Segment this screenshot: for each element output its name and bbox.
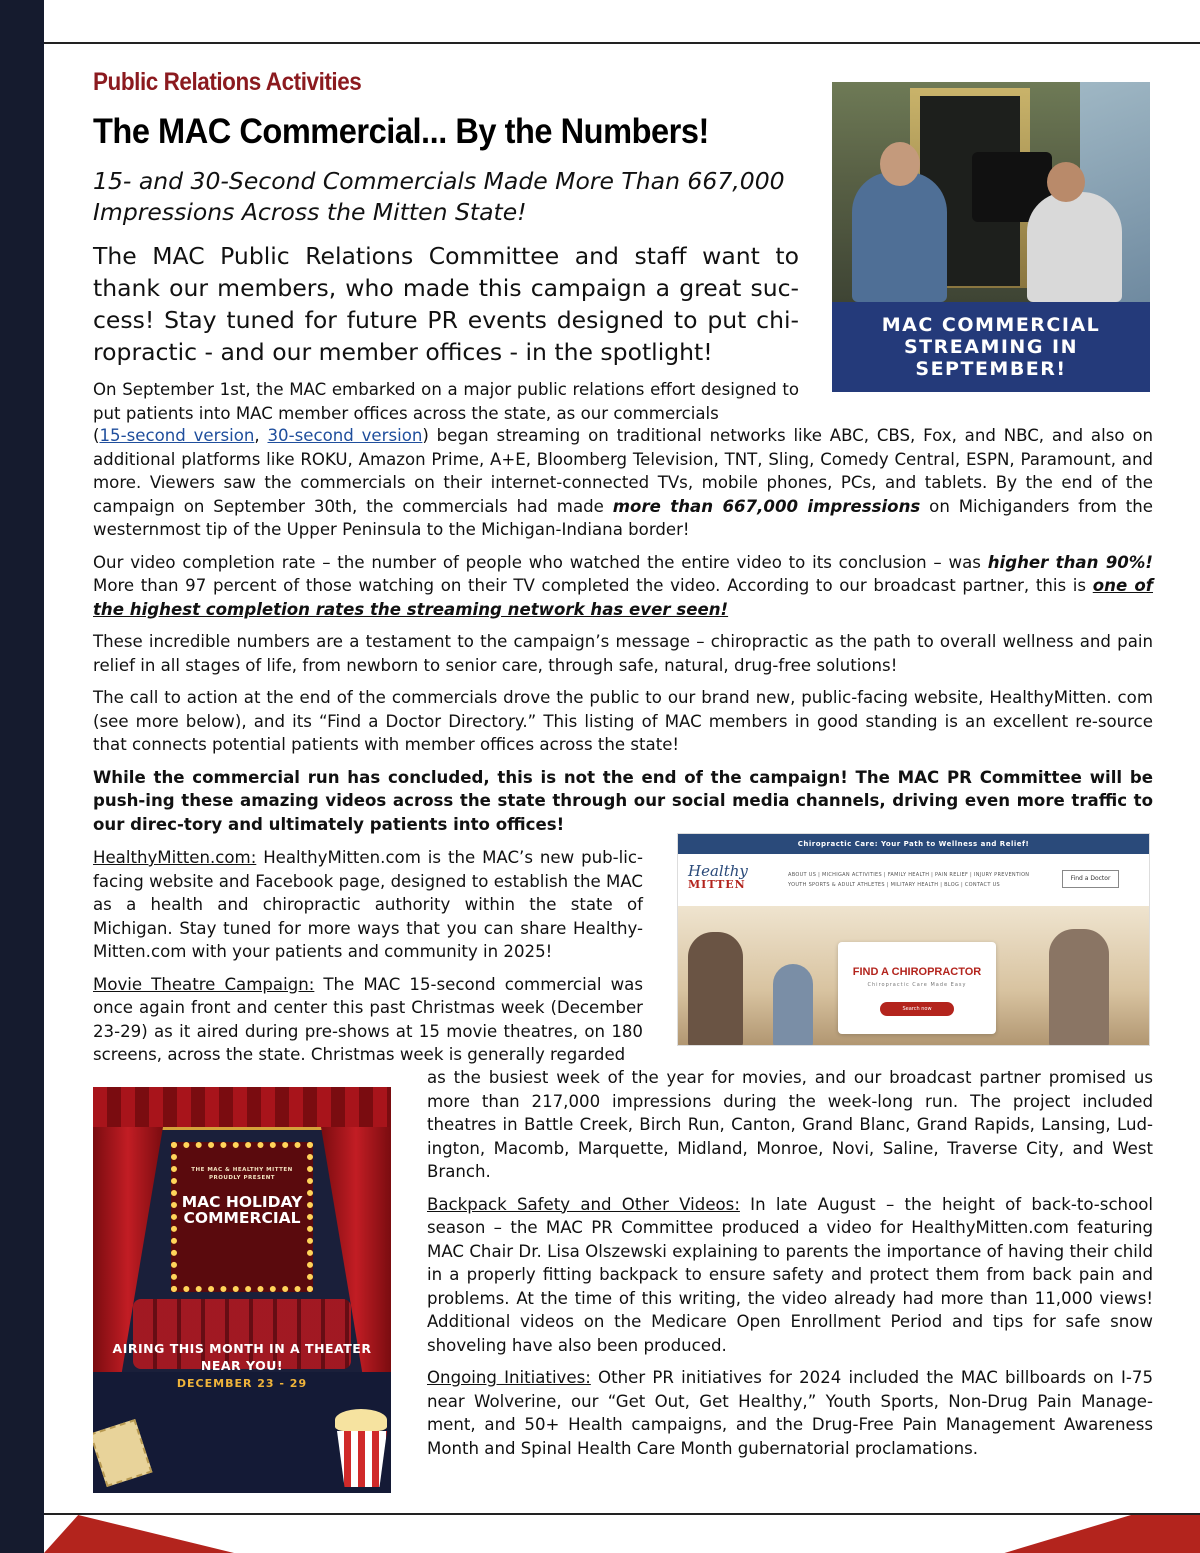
paragraph-completion-rate: Our video completion rate – the number of people who watched the entire video to its conclusion – was higher than 90%! More than 97 percent of those watching on their TV completed the video. According to our broadcast partner, this is one of the highest completion rates the streaming network has ever seen! xyxy=(93,552,1153,619)
commercial-shoot-photo xyxy=(832,82,1150,392)
paragraph-intro: (15-second version, 30-second version) began streaming on traditional networks like ABC, CBS, Fox, and NBC, and also on additional platforms like ROKU, Amazon Prime, A+E, Bloomberg Television, TNT, Sling, Comedy Central, ESPN, Paramount, and more. Viewers saw the commercials on their internet-connected TVs, mobile phones, PCs, and tablets. By the end of the campaign on September 30th, the commercials had made more than 667,000 impressions on Michiganders from the westernmost tip of the Upper Peninsula to the Michigan-Indiana border! xyxy=(93,426,1153,539)
paragraph-campaign-continues: While the commercial run has concluded, this is not the end of the campaign! The MAC PR Committee will be push-ing these amazing videos across the state through our social media channels, driving even more traffic to our direc-tory and ultimately patients into offices! xyxy=(93,767,1153,834)
page-title: The MAC Commercial... By the Numbers! xyxy=(93,112,709,151)
poster-marquee: THE MAC & HEALTHY MITTEN PROUDLY PRESENT MAC HOLIDAY COMMERCIAL xyxy=(171,1142,313,1292)
paragraph-message: These incredible numbers are a testament to the campaign’s message – chiropractic as the path to overall wellness and pain relief in all stages of life, from newborn to senior care, through safe, natural, drug-free solutions! xyxy=(93,632,1153,675)
healthymitten-logo: Healthy MITTEN xyxy=(688,862,748,891)
commercial-banner: MAC COMMERCIAL STREAMING IN SEPTEMBER! xyxy=(832,302,1150,392)
healthymitten-website-screenshot: Chiropractic Care: Your Path to Wellness and Relief! Healthy MITTEN ABOUT US | MICHIGAN ACTIVITIES | FAMILY HEALTH | PAIN RELIEF | INJURY PREVENTION YOUTH SPORTS & ADULT ATHLETES | MILITARY HEALTH | BLOG | CONTACT US Find a Doctor FIND A CHIROPRACTOR Chiropractic Care Made Easy Search now xyxy=(677,833,1150,1046)
link-30-second-version[interactable]: 30-second version xyxy=(267,426,423,445)
lower-left-column xyxy=(93,846,643,1067)
page-sidebar xyxy=(0,0,44,1553)
paragraph-call-to-action: The call to action at the end of the commercials drove the public to our brand new, public-facing website, HealthyMitten. com (see more below), and its “Find a Doctor Directory.” This listing of MAC members in good standing is an excellent re-source that connects potential patients with member offices across the state! xyxy=(93,688,1153,754)
body-column xyxy=(93,424,1153,845)
link-15-second-version[interactable]: 15-second version xyxy=(99,426,255,445)
paragraph-movie-theatre-cont: as the busiest week of the year for movies, and our broadcast partner promised us more than 217,000 impressions during the week-long run. The project included theatres in Battle Creek, Birch Run, Canton, Grand Blanc, Grand Rapids, Lansing, Lud-ington, Macomb, Marquette, Midland, Monroe, Novi, Saline, Traverse City, and West Branch. xyxy=(427,1068,1153,1181)
paragraph-ongoing: Ongoing Initiatives: Other PR initiatives for 2024 included the MAC billboards on I-75 near Wolverine, our “Get Out, Get Healthy,” Youth Sports, Non-Drug Pain Manage-ment, and 50+ Health campaigns, and the Drug-Free Pain Management Awareness Month and Spinal Health Care Month gubernatorial proclamations. xyxy=(427,1368,1153,1458)
paragraph-healthymitten: HealthyMitten.com: HealthyMitten.com is the MAC’s new pub-lic-facing website and Facebook page, designed to establish the MAC as a health and chiropractic authority within the state of Michigan. Stay tuned for more ways that you can share Healthy-Mitten.com with your patients and community in 2025! xyxy=(93,848,643,961)
holiday-commercial-poster: THE MAC & HEALTHY MITTEN PROUDLY PRESENT MAC HOLIDAY COMMERCIAL AIRING THIS MONTH IN A THEATER NEAR YOU! DECEMBER 23 - 29 xyxy=(93,1087,391,1493)
paragraph-movie-theatre: Movie Theatre Campaign: The MAC 15-second commercial was once again front and center this past Christmas week (December 23-29) as it aired during pre-shows at 15 movie theatres, on 180 screens, across the state. Christmas week is generally regarded xyxy=(93,974,644,1064)
paragraph-intro-top: On September 1st, the MAC embarked on a major public relations effort designed to put patients into MAC member offices across the state, as our commercials xyxy=(93,380,799,423)
subheadline: 15- and 30-Second Commercials Made More Than 667,000 Impressions Across the Mitten State! xyxy=(93,167,785,226)
find-chiropractor-card: FIND A CHIROPRACTOR Chiropractic Care Made Easy Search now xyxy=(838,942,996,1034)
section-label: Public Relations Activities xyxy=(93,68,362,96)
footer-navy xyxy=(0,1515,44,1553)
lower-right-column xyxy=(427,1066,1153,1469)
impressions-emphasis: more than 667,000 impressions xyxy=(612,496,921,516)
page-corner xyxy=(44,0,62,42)
paragraph-backpack: Backpack Safety and Other Videos: In late August – the height of back-to-school season – the MAC PR Committee produced a video for HealthyMitten.com featuring MAC Chair Dr. Lisa Olszewski explaining to parents the importance of having their child in a properly fitting backpack to ensure safety and protect them from back pain and problems. At the time of this writing, the video already had more than 11,000 views! Additional videos on the Medicare Open Enrollment Period and tips for safe snow shoveling have also been produced. xyxy=(427,1194,1153,1355)
lede-paragraph: The MAC Public Relations Committee and staff want to thank our members, who made this campaign a great suc-cess! Stay tuned for future PR events designed to put chi-ropractic - and our member offices - in the spotlight! xyxy=(93,242,799,366)
